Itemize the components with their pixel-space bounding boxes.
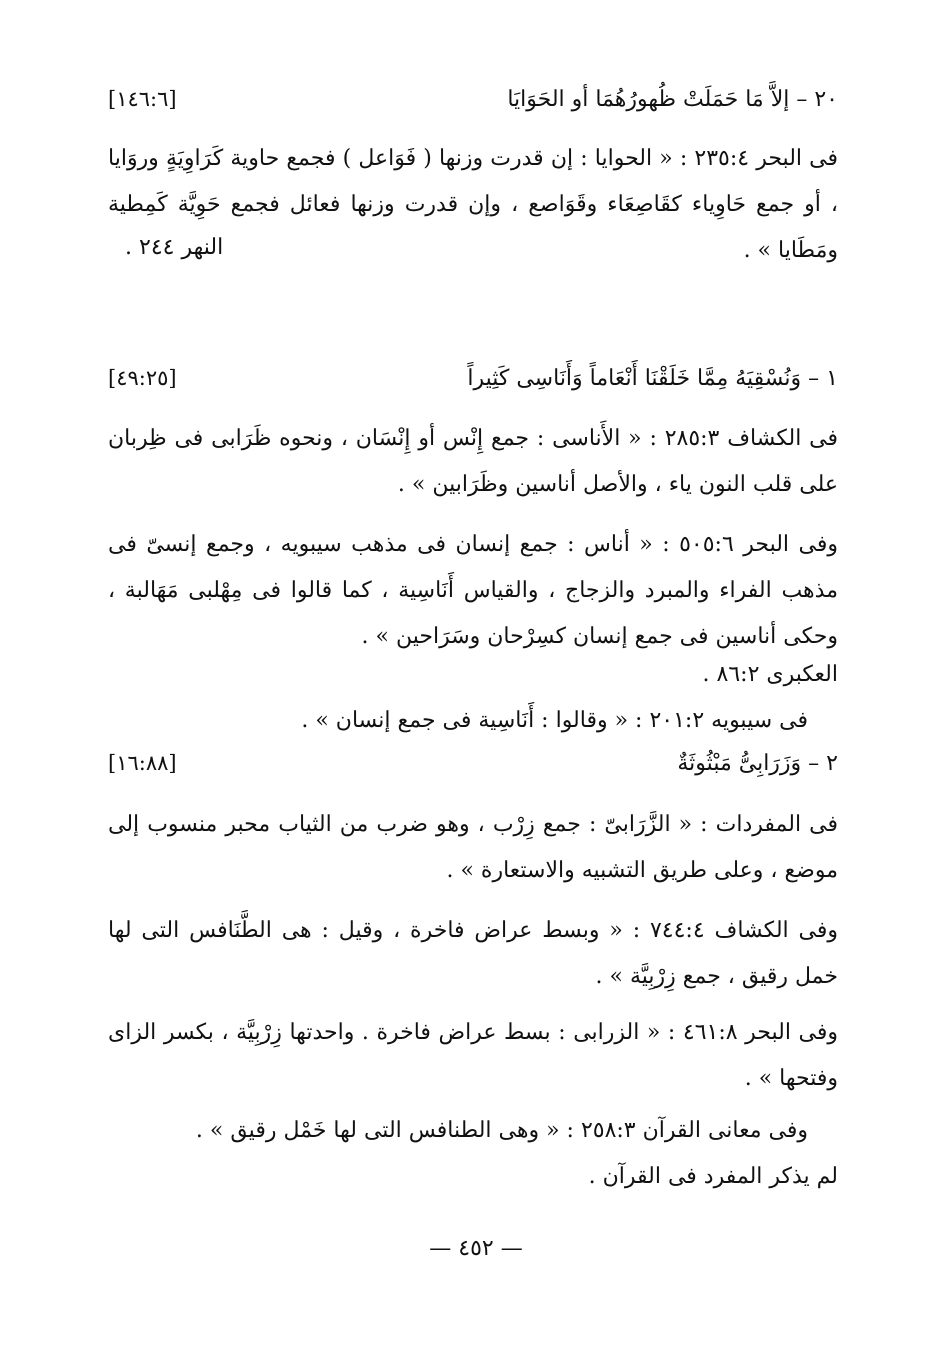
verse-reference: [١٤٦:٦] (108, 87, 177, 111)
source-citation: العكبرى ٨٦:٢ . (702, 662, 838, 687)
commentary-paragraph: فى المفردات : « الزَّرَابىّ : جمع زِرْب ، وهو ضرب من الثياب محبر منسوب إلى موضع ، وعلى طريق التشبيه والاستعارة » . (108, 812, 838, 883)
commentary-paragraph: فى البحر ٢٣٥:٤ : « الحوايا : إن قدرت وزنها ( فَوَاعل ) فجمع حاوية كَرَاوِيَةٍ وروَايا ، أو جمع حَاوِياء كقَاصِعَاء وقَوَاصع ، وإن قدرت وزنها فعائل فجمع حَوِيَّة كَمِطية ومَطَايا » . (108, 146, 838, 263)
page-number: — ٤٥٢ — (429, 1236, 523, 1261)
source-citation: النهر ٢٤٤ . (125, 235, 224, 260)
verse-reference: [١٦:٨٨] (108, 751, 177, 775)
commentary-paragraph: وفى معانى القرآن ٢٥٨:٣ : « وهى الطنافس التى لها خَمْل رقيق » . (195, 1118, 808, 1143)
verse-text: ٢ – وَزَرَابِىُّ مَبْثُوثَةٌ (677, 751, 838, 776)
commentary-paragraph: فى سيبويه ٢٠١:٢ : « وقالوا : أَنَاسِية فى جمع إنسان » . (301, 708, 808, 733)
commentary-paragraph: وفى البحر ٥٠٥:٦ : « أناس : جمع إنسان فى مذهب سيبويه ، وجمع إنسىّ فى مذهب الفراء والمبرد والزجاج ، والقياس أَنَاسِية ، كما قالوا فى مِهْلبى مَهَالبة ، وحكى أناسين فى جمع إنسان كسِرْحان وسَرَاحين » . (108, 532, 838, 649)
commentary-paragraph: وفى البحر ٤٦١:٨ : « الزرابى : بسط عراض فاخرة . واحدتها زِرْبِيَّة ، بكسر الزاى وفتحها » . (108, 1020, 838, 1091)
verse-reference: [٤٩:٢٥] (108, 366, 177, 390)
verse-line (108, 363, 838, 394)
verse-line (108, 748, 838, 779)
commentary-paragraph: فى الكشاف ٢٨٥:٣ : « الأَناسى : جمع إِنْس أو إِنْسَان ، ونحوه ظَرَابى فى ظِربان على قلب النون ياء ، والأصل أناسين وظَرَابين » . (108, 426, 838, 497)
commentary-paragraph: وفى الكشاف ٧٤٤:٤ : « وبسط عراض فاخرة ، وقيل : هى الطَّنَافس التى لها خمل رقيق ، جمع زِرْبِيَّة » . (108, 918, 838, 989)
closing-note: لم يذكر المفرد فى القرآن . (588, 1164, 838, 1189)
verse-line (108, 84, 838, 115)
verse-text: ٢٠ – إلاَّ مَا حَمَلَتْ ظُهورُهُمَا أو الحَوَايَا (507, 87, 838, 112)
verse-text: ١ – وَنُسْقِيَهُ مِمَّا خَلَقْنَا أَنْعَاماً وَأَنَاسِى كَثِيراً (467, 366, 838, 391)
